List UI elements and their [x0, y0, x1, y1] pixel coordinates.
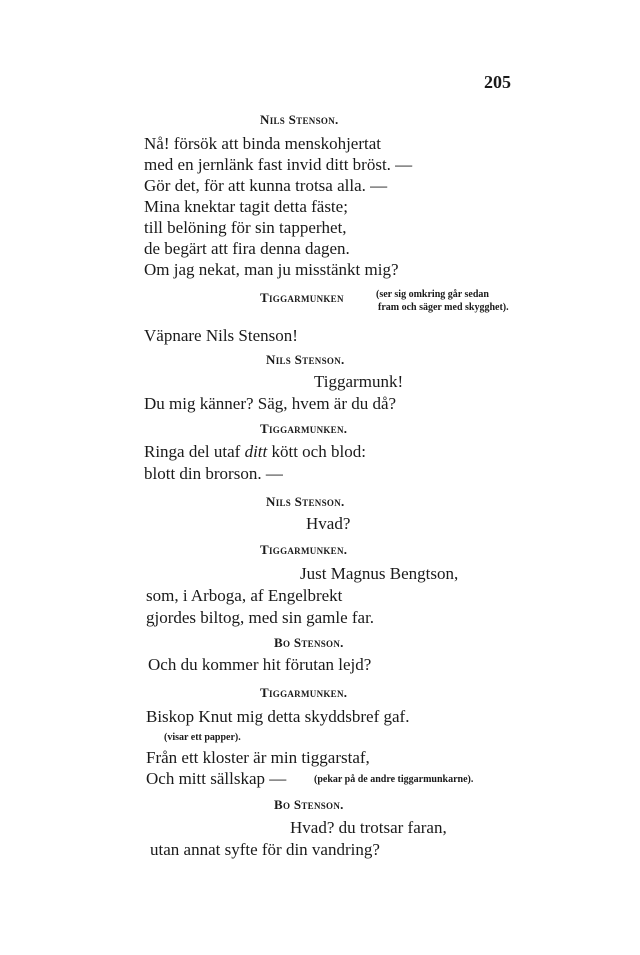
- verse-line: utan annat syfte för din vandring?: [150, 840, 380, 859]
- verse-line: Och du kommer hit förutan lejd?: [148, 655, 372, 674]
- speaker-tiggarmunken: Tiggarmunken: [260, 290, 344, 305]
- verse-line: de begärt att fira denna dagen.: [144, 239, 350, 258]
- verse-line: Hvad? du trotsar faran,: [290, 818, 447, 837]
- verse-line: gjordes biltog, med sin gamle far.: [146, 608, 375, 627]
- verse-line: blott din brorson. —: [144, 464, 283, 483]
- verse-line: Om jag nekat, man ju misstänkt mig?: [144, 260, 399, 279]
- speaker-bo-stenson: Bo Stenson.: [274, 797, 344, 812]
- speaker-tiggarmunken: Tiggarmunken.: [260, 685, 348, 700]
- emphasis-text: ditt: [244, 442, 268, 461]
- verse-line: Biskop Knut mig detta skyddsbref gaf.: [146, 707, 410, 726]
- verse-line: med en jernlänk fast invid ditt bröst. —: [144, 155, 413, 174]
- verse-line: Mina knektar tagit detta fäste;: [144, 197, 348, 216]
- speaker-nils-stenson: Nils Stenson.: [260, 112, 339, 127]
- stage-direction: fram och säger med skygghet).: [378, 302, 509, 313]
- verse-line: som, i Arboga, af Engelbrekt: [146, 586, 343, 605]
- verse-text: kött och blod:: [267, 442, 366, 461]
- verse-line: Gör det, för att kunna trotsa alla. —: [144, 176, 388, 195]
- verse-text: Ringa del utaf: [144, 442, 245, 461]
- page-number: 205: [484, 72, 511, 92]
- stage-direction: (pekar på de andre tiggarmunkarne).: [314, 774, 474, 785]
- verse-line: [144, 442, 366, 462]
- speaker-nils-stenson: Nils Stenson.: [266, 494, 345, 509]
- speaker-bo-stenson: Bo Stenson.: [274, 635, 344, 650]
- verse-line: Just Magnus Bengtson,: [300, 564, 459, 583]
- verse-line: Nå! försök att binda menskohjertat: [144, 134, 381, 153]
- stage-direction: (visar ett papper).: [164, 732, 241, 743]
- verse-line: Och mitt sällskap —: [146, 769, 287, 788]
- verse-line: till belöning för sin tapperhet,: [144, 218, 347, 237]
- stage-direction: (ser sig omkring går sedan: [376, 289, 489, 300]
- verse-line: Du mig känner? Säg, hvem är du då?: [144, 394, 397, 413]
- verse-line: Från ett kloster är min tiggarstaf,: [146, 748, 370, 767]
- verse-line: Tiggarmunk!: [314, 372, 404, 391]
- verse-line: Väpnare Nils Stenson!: [144, 326, 298, 345]
- speaker-tiggarmunken: Tiggarmunken.: [260, 421, 348, 436]
- verse-line: Hvad?: [306, 514, 351, 533]
- speaker-nils-stenson: Nils Stenson.: [266, 352, 345, 367]
- speaker-tiggarmunken: Tiggarmunken.: [260, 542, 348, 557]
